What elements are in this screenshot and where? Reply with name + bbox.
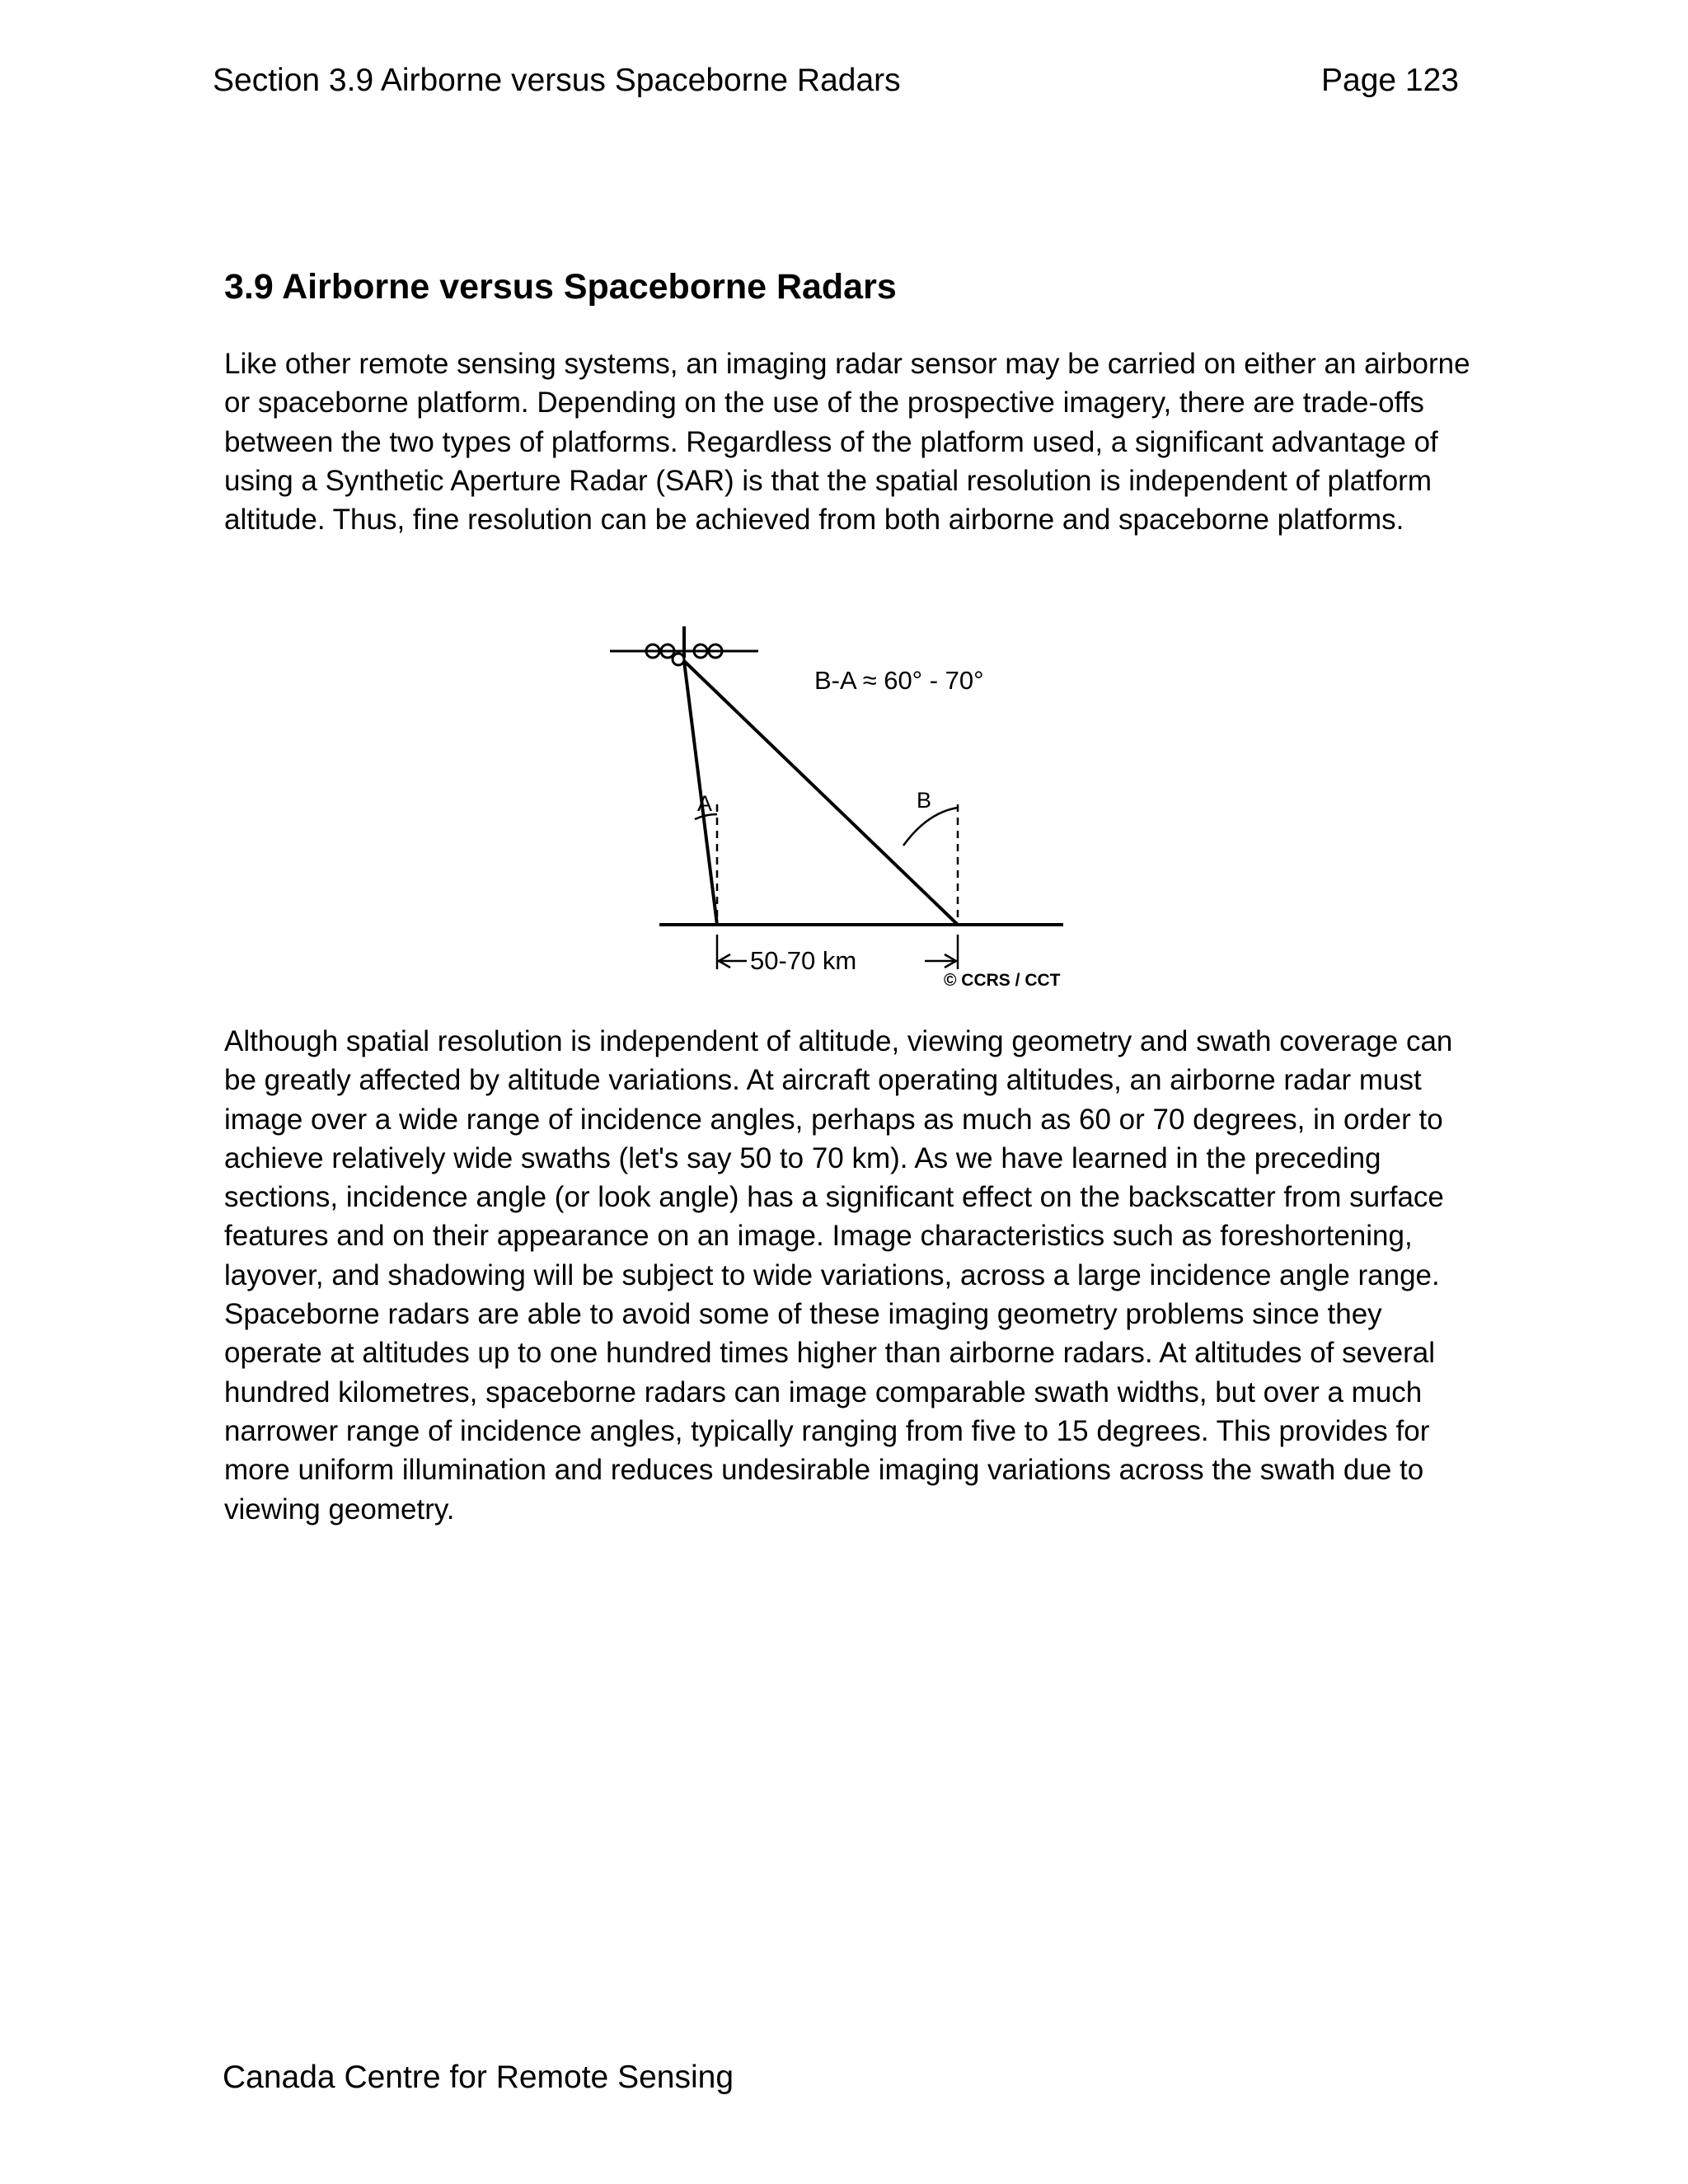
running-header-section-title: Section 3.9 Airborne versus Spaceborne Radars — [213, 63, 901, 98]
page-number: Page 123 — [1321, 63, 1459, 98]
figure-credit: © CCRS / CCT — [944, 971, 1061, 990]
aircraft-icon — [610, 626, 758, 665]
radar-geometry-figure — [602, 616, 1080, 996]
footer-organization: Canada Centre for Remote Sensing — [223, 2060, 734, 2095]
paragraph-intro: Like other remote sensing systems, an imaging radar sensor may be carried on either an airborne or spaceborne platform. Depending on the use of the prospective imagery, there are trade-offs between the two types of platforms. Regardless of the platform used, a significant advantage of using a Synthetic Aperture Radar (SAR) is that the spatial resolution is independent of platform altitude. Thus, fine resolution can be achieved from both airborne and spaceborne platforms. — [224, 348, 1470, 537]
paragraph-geometry: Although spatial resolution is independent of altitude, viewing geometry and swath coverage can be greatly affected by altitude variations. At aircraft operating altitudes, an airborne radar must image over a wide range of incidence angles, perhaps as much as 60 or 70 degrees, in order to achieve relatively wide swaths (let's say 50 to 70 km). As we have learned in the preceding sections, incidence angle (or look angle) has a significant effect on the backscatter from surface features and on their appearance on an image. Image characteristics such as foreshortening, layover, and shadowing will be subject to wide variations, across a large incidence angle range. Spaceborne radars are able to avoid some of these imaging geometry problems since they operate at altitudes up to one hundred times higher than airborne radars. At altitudes of several hundred kilometres, spaceborne radars can image comparable swath widths, but over a much narrower range of incidence angles, typically ranging from five to 15 degrees. This provides for more uniform illumination and reduces undesirable imaging variations across the swath due to viewing geometry. — [224, 1025, 1453, 1526]
angle-b-label: B — [917, 788, 932, 813]
angle-a-label: A — [697, 791, 713, 816]
angle-relation-label: B-A ≈ 60° - 70° — [814, 666, 984, 695]
section-heading: 3.9 Airborne versus Spaceborne Radars — [224, 267, 897, 307]
swath-width-label: 50-70 km — [750, 946, 857, 975]
radar-geometry-diagram — [602, 616, 1080, 996]
angle-b-arc — [903, 808, 958, 846]
